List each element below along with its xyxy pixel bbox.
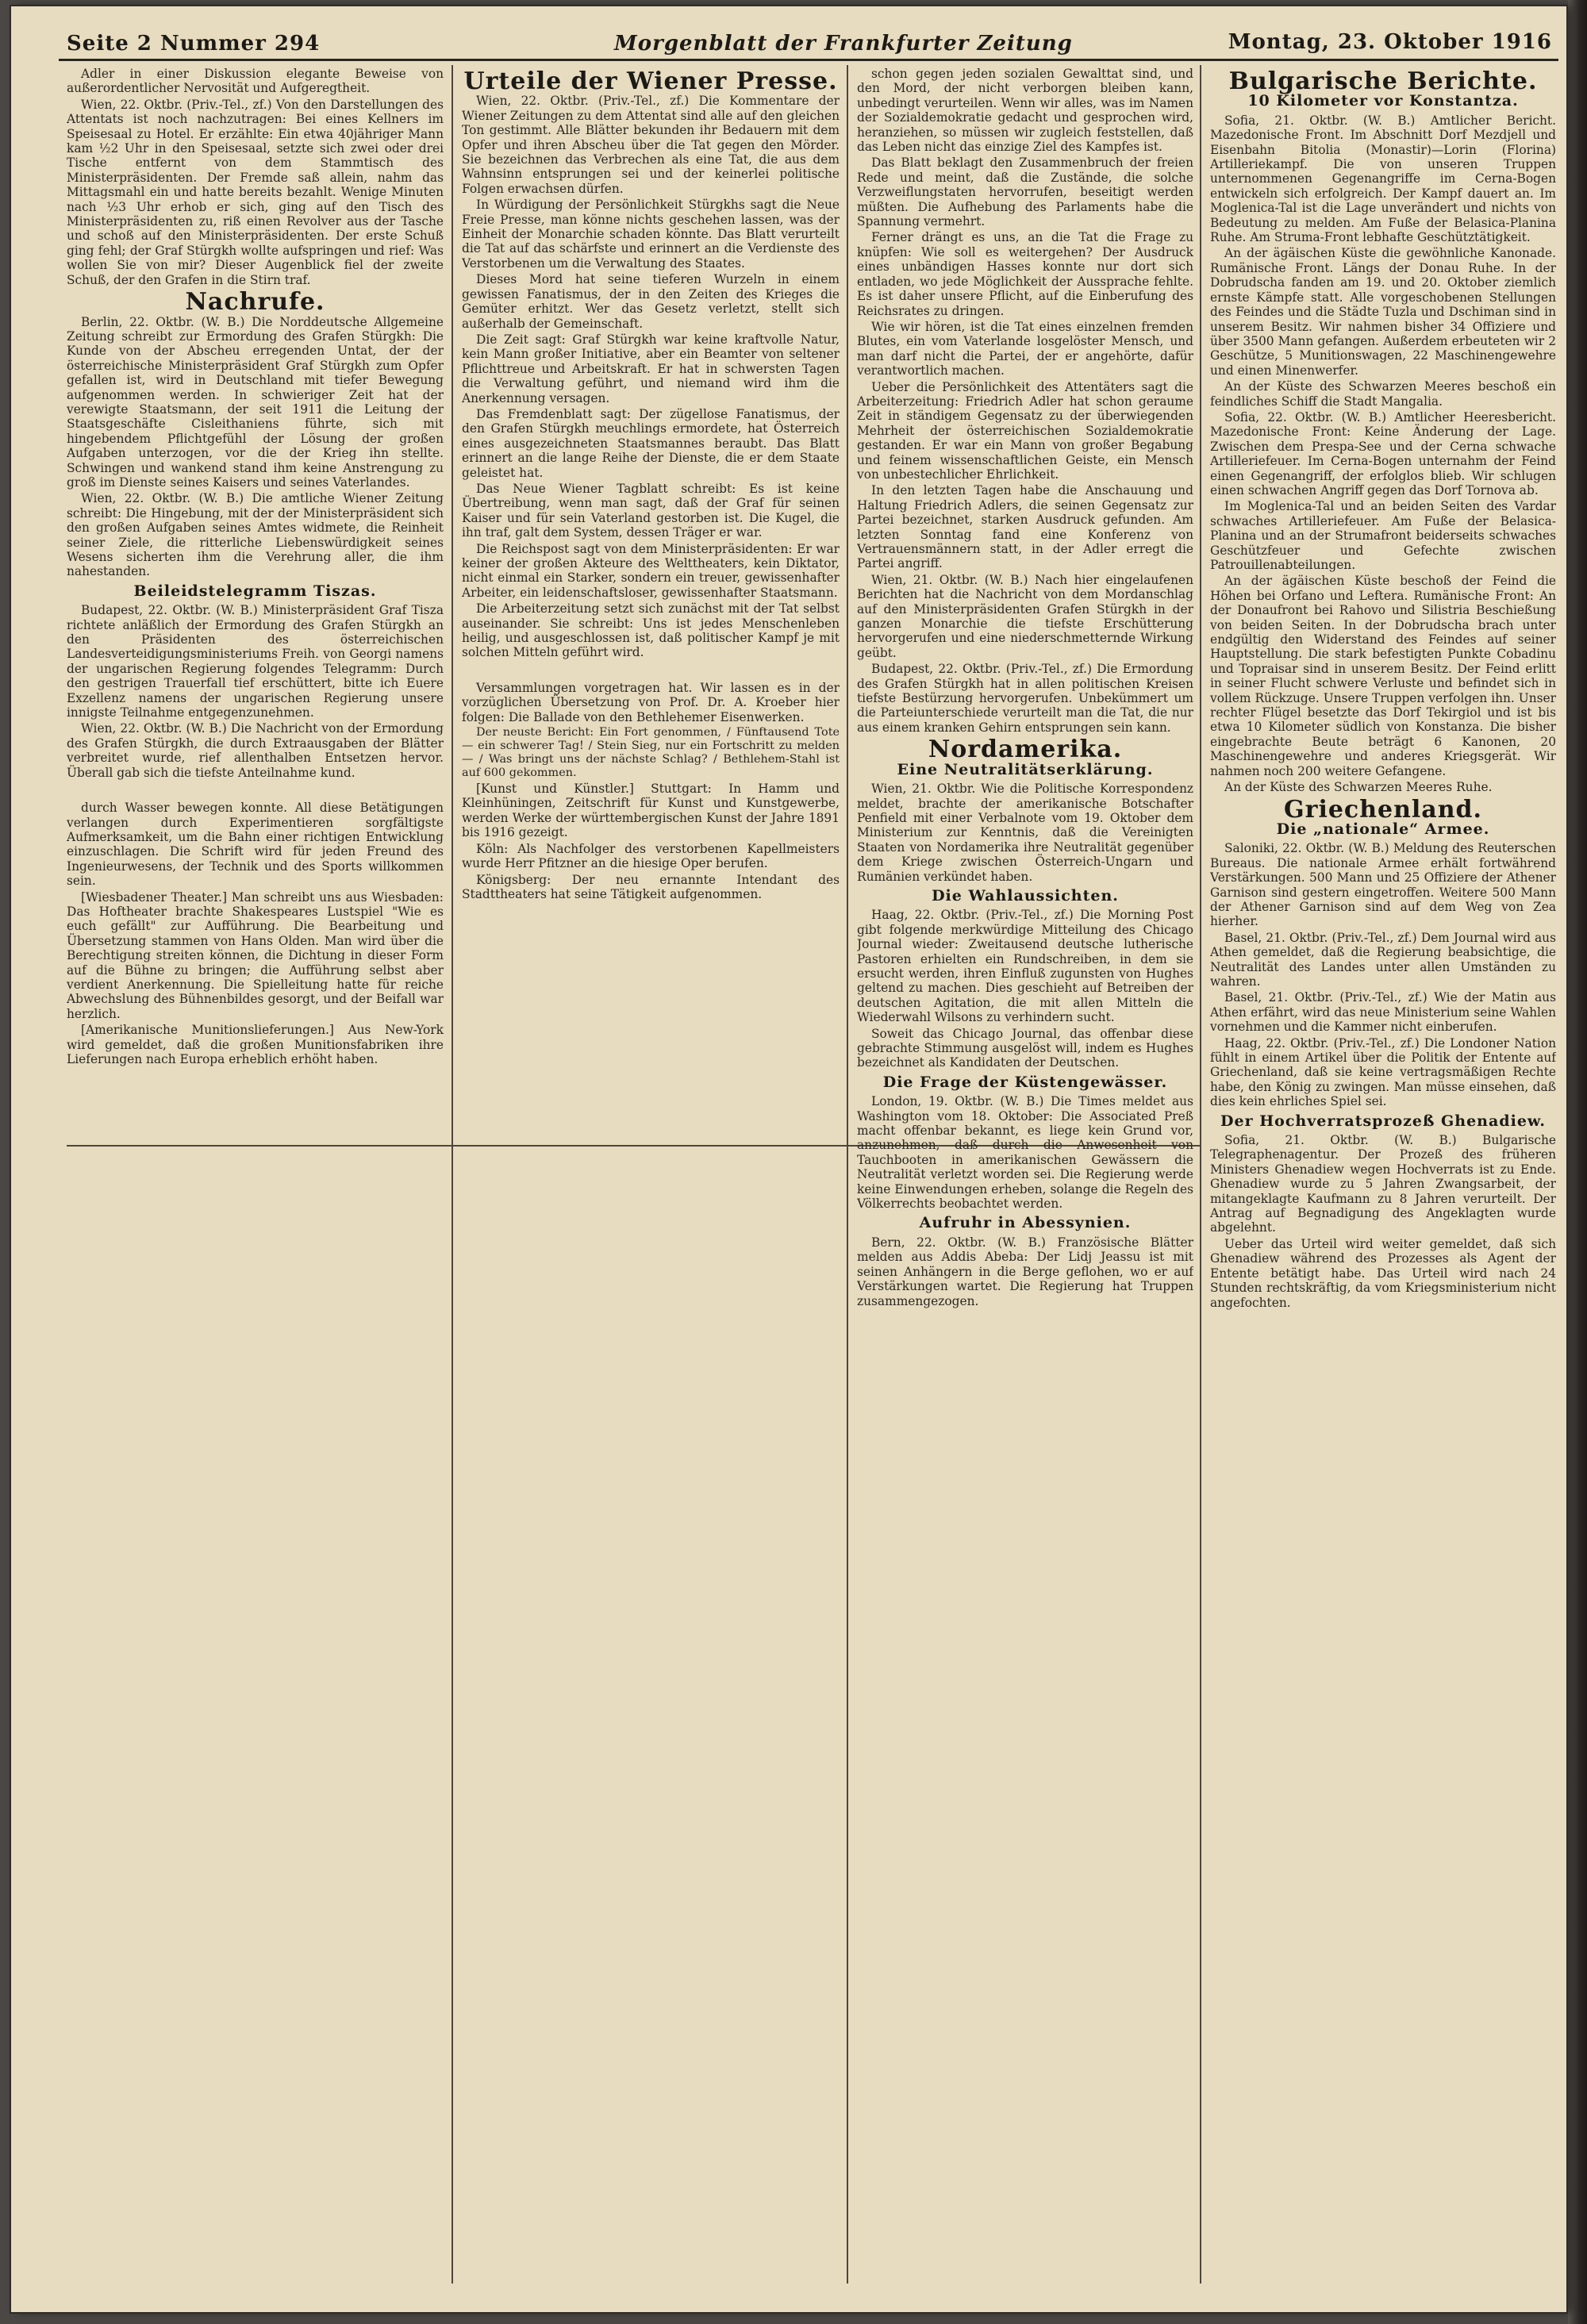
article-text: Soweit das Chicago Journal, das offenbar diese gebrachte Stimmung ausgelöst will, indem es Hughes bezeichnet als Kandidaten der Deutschen. (857, 1026, 1193, 1070)
feuilleton-text: [Kunst und Künstler.] Stuttgart: In Hamm und Kleinhüningen, Zeitschrift für Kunst und Kunstgewerbe, werden Werke der württembergischen Kunst der Jahre 1891 bis 1916 gezeigt. (462, 782, 840, 840)
feuilleton-text: [Wiesbadener Theater.] Man schreibt uns aus Wiesbaden: Das Hoftheater brachte Shakespeares Lustspiel "Wie es euch gefällt" zur Aufführung. Die Bearbeitung und Übersetzung stammen von Hans Olden. Man wird über die Berechtigung streiten können, die Dichtung in dieser Form auf die Bühne zu bringen; die Aufführung selbst aber verdient Anerkennung. Die Spielleitung hatte für reiche Abwechslung des Bühnenbildes gesorgt, und der Beifall war herzlich. (67, 889, 444, 1021)
feuilleton-text: Köln: Als Nachfolger des verstorbenen Kapellmeisters wurde Herr Pfitzner an die hiesige Oper berufen. (462, 841, 840, 871)
column-divider (847, 65, 848, 2284)
spacer (67, 782, 444, 801)
column-2 (462, 67, 840, 2280)
article-text: Berlin, 22. Oktbr. (W. B.) Die Norddeutsche Allgemeine Zeitung schreibt zur Ermordung des Grafen Stürgkh: Die Kunde von der Abscheu erregenden Untat, der der österreichische Ministerpräsident Graf Stürgkh zum Opfer gefallen ist, wird in Deutschland mit tiefer Bewegung aufgenommen werden. In schwieriger Zeit hat der verewigte Staatsmann, der seit 1911 die Leitung der Staatsgeschäfte Cisleithaniens führte, sich mit hingebendem Pflichtgefühl der Lösung der großen Aufgaben unterzogen, vor die der Krieg ihn stellte. Schwingen und wankend stand ihm keine Anstrengung zu groß im Dienste seines Kaisers und seines Vaterlandes. (67, 314, 444, 490)
feuilleton-text: durch Wasser bewegen konnte. All diese Betätigungen verlangen durch Experimentieren sorgfältigste Aufmerksamkeit, um die Bahn einer richtigen Entwicklung einzuschlagen. Die Schrift wird für jeden Freund des Ingenieurwesens, der Technik und des Sports willkommen sein. (67, 801, 444, 889)
section-subheading: Beileidstelegramm Tiszas. (133, 582, 377, 600)
issue-date: Montag, 23. Oktober 1916 (1228, 30, 1552, 54)
article-text: Wien, 22. Oktbr. (Priv.-Tel., zf.) Von den Darstellungen des Attentats ist noch nachzutragen: Bei eines Kellners im Speisesaal zu Hotel. Er erzählte: Ein etwa 40jähriger Mann kam ½2 Uhr in den Speisesaal, setzte sich zwei oder drei Tische entfernt von dem Stammtisch des Ministerpräsidenten. Der Fremde saß allein, nahm das Mittagsmahl ein und hatte bereits bezahlt. Wenige Minuten nach ½3 Uhr erhob er sich, ging auf den Tisch des Ministerpräsidenten zu, riß einen Revolver aus der Tasche und schoß auf den Ministerpräsidenten. Der erste Schuß ging fehl; der Graf Stürgkh wollte aufspringen und rief: Was wollen Sie von mir? Dieser Augenblick fiel der zweite Schuß, der den Grafen in die Stirn traf. (67, 97, 444, 287)
article-text: In Würdigung der Persönlichkeit Stürgkhs sagt die Neue Freie Presse, man könne nichts geschehen lassen, was der Einheit der Monarchie schaden könnte. Das Blatt verurteilt die Tat auf das schärfste und erinnert an die Verdienste des Verstorbenen um die Verwaltung des Staates. (462, 198, 840, 271)
section-heading: Bulgarische Berichte. (1228, 67, 1538, 95)
article-text: In den letzten Tagen habe die Anschauung und Haltung Friedrich Adlers, die seinen Gegensatz zur Partei bezeichnet, starken Ausdruck gefunden. Am letzten Sonntag fand eine Konferenz von Vertrauensmännern statt, in der Adler erregt die Partei angriff. (857, 483, 1193, 571)
article-text: Wien, 21. Oktbr. Wie die Politische Korrespondenz meldet, brachte der amerikanische Botschafter Penfield mit einer Verbalnote vom 19. Oktober dem Ministerium zur Kenntnis, daß die Vereinigten Staaten von Nordamerika ihre Neutralität gegenüber dem Kriege zwischen Österreich-Ungarn und Rumänien verkündet haben. (857, 782, 1193, 884)
section-subheading: Der Hochverratsprozeß Ghenadiew. (1220, 1112, 1546, 1130)
article-text: Haag, 22. Oktbr. (Priv.-Tel., zf.) Die Morning Post gibt folgende merkwürdige Mitteilung des Chicago Journal wieder: Zweitausend deutsche lutherische Pastoren erhielten ein Rundschreiben, in dem sie ersucht werden, ihren Einfluß zugunsten von Hughes geltend zu machen. Dies geschieht auf Betreiben der deutschen Agitation, die mit allen Mitteln die Wiederwahl Wilsons zu verhindern sucht. (857, 908, 1193, 1025)
article-text: Wien, 21. Oktbr. (W. B.) Nach hier eingelaufenen Berichten hat die Nachricht von dem Mordanschlag auf den Ministerpräsidenten Grafen Stürgkh in der ganzen Monarchie die tiefste Erschütterung hervorgerufen und eine niederschmetternde Wirkung geübt. (857, 572, 1193, 660)
page-header (11, 17, 1566, 65)
spacer (462, 662, 840, 681)
article-text: Dieses Mord hat seine tieferen Wurzeln in einem gewissen Fanatismus, der in den Zeiten des Krieges die Gemüter erhitzt. Wer das Gesetz verletzt, stellt sich außerhalb der Gemeinschaft. (462, 272, 840, 331)
article-text: Die Arbeiterzeitung setzt sich zunächst mit der Tat selbst auseinander. Sie schreibt: Uns ist jedes Menschenleben heilig, und ausgeschlossen ist, daß politischer Kampf je mit solchen Mitteln geführt wird. (462, 601, 840, 660)
article-text: Haag, 22. Oktbr. (Priv.-Tel., zf.) Die Londoner Nation fühlt in einem Artikel über die Politik der Entente auf Griechenland, daß sie keine vertragsmäßigen Rechte habe, den König zu zwingen. Man müsse einsehen, daß dies kein ehrliches Spiel sei. (1210, 1035, 1556, 1109)
article-text: Ferner drängt es uns, an die Tat die Frage zu knüpfen: Wie soll es weitergehen? Der Ausdruck eines unbändigen Hasses konnte nur dort sich entladen, wo jede Möglichkeit der Aussprache fehlte. Es ist daher unsere Pflicht, auf die Einberufung des Reichsrates zu dringen. (857, 230, 1193, 318)
article-text: An der ägäischen Küste beschoß der Feind die Höhen bei Orfano und Leftera. Rumänische Front: An der Donaufront bei Rahovo und Silistria Beschießung von beiden Seiten. In der Dobrudscha brach unter endgültig den Widerstand des Feindes auf seiner Hauptstellung. Die stark befestigten Punkte Cobadinu und Topraisar sind in unserem Besitz. Der Feind erlitt in seiner Flucht schwere Verluste und befindet sich in vollem Rückzuge. Unsere Truppen verfolgen ihn. Unser rechter Flügel besetzte das Dorf Tekirgiol und ist bis etwa 10 Kilometer südlich von Konstanza. Die bisher eingebrachte Beute beträgt 6 Kanonen, 20 Maschinengewehre und anderes Kriegsgerät. Wir nahmen noch 200 weitere Gefangene. (1210, 574, 1556, 778)
article-text: Basel, 21. Oktbr. (Priv.-Tel., zf.) Dem Journal wird aus Athen gemeldet, daß die Regierung beabsichtige, die Neutralität des Landes unter allen Umständen zu wahren. (1210, 930, 1556, 989)
article-text: Saloniki, 22. Oktbr. (W. B.) Meldung des Reuterschen Bureaus. Die nationale Armee erhält fortwährend Verstärkungen. 500 Mann und 25 Offiziere der Athener Garnison sind gestern eingetroffen. Weitere 500 Mann der Athener Garnison sind auf dem Weg von Zea hierher. (1210, 841, 1556, 929)
feuilleton-text: Versammlungen vorgetragen hat. Wir lassen es in der vorzüglichen Übersetzung von Prof. Dr. A. Kroeber hier folgen: Die Ballade von den Bethlehemer Eisenwerken. (462, 680, 840, 724)
article-text: An der Küste des Schwarzen Meeres Ruhe. (1224, 780, 1493, 795)
article-text: An der ägäischen Küste die gewöhnliche Kanonade. Rumänische Front. Längs der Donau Ruhe. In der Dobrudscha fanden am 19. und 20. Oktober ziemlich ernste Kämpfe statt. Alle vorgeschobenen Stellungen des Feindes und die Städte Tuzla und Dschiman sind in unserem Besitz. Wir nahmen bisher 34 Offiziere und über 3500 Mann gefangen. Außerdem erbeuteten wir 2 Geschütze, 5 Munitionswagen, 22 Maschinengewehre und einen Minenwerfer. (1210, 246, 1556, 378)
article-text: Das Neue Wiener Tagblatt schreibt: Es ist keine Übertreibung, wenn man sagt, daß der Graf für seinen Kaiser und für sein Vaterland gestorben ist. Die Kugel, die ihn traf, galt dem System, dessen Träger er war. (462, 481, 840, 540)
column-1 (67, 67, 444, 2280)
section-subheading: Die „nationale“ Armee. (1276, 820, 1490, 838)
section-heading: Griechenland. (1284, 795, 1482, 824)
article-text: Sofia, 21. Oktbr. (W. B.) Amtlicher Bericht. Mazedonische Front. Im Abschnitt Dorf Mezdjell und Eisenbahn Bitolia (Monastir)—Lorin (Florina) Artilleriekampf. Die von unseren Truppen unternommenen Gegenangriffe im Cerna-Bogen entwickeln sich erfolgreich. Der Kampf dauert an. Im Moglenica-Tal ist die Lage unverändert und nichts von Bedeutung zu melden. Am Fuße der Belasica-Planina Ruhe. Am Struma-Front lebhafte Geschütztätigkeit. (1210, 113, 1556, 245)
article-text: Ueber die Persönlichkeit des Attentäters sagt die Arbeiterzeitung: Friedrich Adler hat schon geraume Zeit in ständigem Gegensatz zu der überwiegenden Mehrheit der österreichischen Sozialdemokratie gestanden. Er war ein Mann von großer Begabung und feinem wissenschaftlichen Geiste, ein Mensch von unbestechlicher Ehrlichkeit. (857, 379, 1193, 482)
section-subheading: Aufruhr in Abessynien. (919, 1214, 1132, 1232)
newspaper-page (11, 6, 1566, 2312)
feuilleton-text: [Amerikanische Munitionslieferungen.] Aus New-York wird gemeldet, daß die großen Munitionsfabriken ihre Lieferungen nach Europa erheblich erhöht haben. (67, 1023, 444, 1066)
section-heading: Nordamerika. (928, 736, 1123, 764)
section-heading: Nachrufe. (185, 288, 325, 317)
article-text: Wien, 22. Oktbr. (Priv.-Tel., zf.) Die Kommentare der Wiener Zeitungen zu dem Attentat sind alle auf den gleichen Ton gestimmt. Alle Blätter bekunden ihr Bedauern mit dem Opfer und ihren Abscheu über die Tat gegen den Mörder. Sie bezeichnen das Verbrechen als eine Tat, die aus dem Wahnsinn entsprungen sei und der keinerlei politische Folgen erwachsen dürfen. (462, 94, 840, 196)
article-text: Budapest, 22. Oktbr. (Priv.-Tel., zf.) Die Ermordung des Grafen Stürgkh hat in allen politischen Kreisen tiefste Bestürzung hervorgerufen. Unbekümmert um die Parteiunterschiede verurteilt man die Tat, die nur aus einem kranken Gehirn entsprungen sein kann. (857, 662, 1193, 735)
article-text: schon gegen jeden sozialen Gewalttat sind, und den Mord, der nicht verborgen bleiben kann, unbedingt verurteilen. Wenn wir alles, was im Namen der Sozialdemokratie gedacht und gesprochen wird, heranziehen, so müssen wir zugleich feststellen, daß das Leben nicht das einzige Ziel des Kampfes ist. (857, 67, 1193, 155)
article-text: Sofia, 21. Oktbr. (W. B.) Bulgarische Telegraphenagentur. Der Prozeß des früheren Ministers Ghenadiew wegen Hochverrats ist zu Ende. Ghenadiew wurde zu 5 Jahren Zwangsarbeit, der mitangeklagte Kaufmann zu 8 Jahren verurteilt. Der Antrag auf Begnadigung des Angeklagten wurde abgelehnt. (1210, 1133, 1556, 1235)
section-subheading: Die Frage der Küstengewässer. (882, 1073, 1168, 1091)
book-spine-shadow (1568, 0, 1587, 2324)
article-text: An der Küste des Schwarzen Meeres beschoß ein feindliches Schiff die Stadt Mangalia. (1210, 379, 1556, 409)
article-text: Sofia, 22. Oktbr. (W. B.) Amtlicher Heeresbericht. Mazedonische Front: Keine Änderung der Lage. Zwischen dem Prespa-See und der Cerna schwache Artilleriefeuer. Im Cerna-Bogen unternahm der Feind einen Gegenangriff, der erfolglos blieb. Wir schlugen einen schwachen Angriff gegen das Dorf Tornova ab. (1210, 409, 1556, 497)
article-text: Budapest, 22. Oktbr. (W. B.) Ministerpräsident Graf Tisza richtete anläßlich der Ermordung des Grafen Stürgkh an den Präsidenten des österreichischen Landesverteidigungsministeriums Freih. von Georgi namens der ungarischen Regierung folgendes Telegramm: Durch den gestrigen Trauerfall tief erschüttert, bitte ich Euere Exzellenz namens der ungarischen Regierung unsere innigste Teilnahme entgegenzunehmen. (67, 603, 444, 720)
ballad-verse: Der neuste Bericht: Ein Fort genommen, / Fünftausend Tote — ein schwerer Tag! / Stein Sieg, nur ein Fortschritt zu melden — / Was bringt uns der nächste Schlag? / Bethlehem-Stahl ist auf 600 gekommen. (462, 726, 840, 780)
header-rule (59, 59, 1558, 61)
column-divider (452, 65, 453, 2284)
page-number: Seite 2 Nummer 294 (67, 32, 321, 56)
section-subheading: 10 Kilometer vor Konstantza. (1247, 92, 1519, 110)
column-divider (1200, 65, 1201, 2284)
section-heading: Urteile der Wiener Presse. (463, 67, 838, 95)
article-text: Wien, 22. Oktbr. (W. B.) Die amtliche Wiener Zeitung schreibt: Die Hingebung, mit der der Ministerpräsident sich den großen Aufgaben seines Amtes widmete, die Reinheit seiner Ziele, die ritterliche Liebenswürdigkeit seines Wesens sicherten ihm die Verehrung aller, die ihm nahestanden. (67, 491, 444, 579)
article-text: Die Reichspost sagt von dem Ministerpräsidenten: Er war keiner der großen Akteure des Welttheaters, kein Diktator, nicht einmal ein Starker, sondern ein treuer, gewissenhafter Arbeiter, ein leidenschaftsloser, gewissenhafter Staatsmann. (462, 541, 840, 600)
article-text: Im Moglenica-Tal und an beiden Seiten des Vardar schwaches Artilleriefeuer. Am Fuße der Belasica-Planina und an der Strumafront beiderseits schwaches Geschützfeuer und Gefechte zwischen Patrouillenabteilungen. (1210, 499, 1556, 572)
article-text: Die Zeit sagt: Graf Stürgkh war keine kraftvolle Natur, kein Mann großer Initiative, aber ein Beamter von seltener Pflichttreue und Arbeitskraft. Er hat in schwersten Tagen die Verwaltung geführt, und niemand wird ihm die Anerkennung versagen. (462, 332, 840, 405)
article-text: Das Blatt beklagt den Zusammenbruch der freien Rede und meint, daß die Zustände, die solche Verzweiflungstaten hervorrufen, beseitigt werden müßten. Die Aufhebung des Parlaments habe die Spannung vermehrt. (857, 156, 1193, 229)
article-text: London, 19. Oktbr. (W. B.) Die Times meldet aus Washington vom 18. Oktober: Die Associated Preß macht offenbar bekannt, es liege kein Grund vor, anzunehmen, daß durch die Anwesenheit von Tauchbooten in amerikanischen Gewässern die Neutralität verletzt worden sei. Die Regierung werde keine Einwendungen erheben, solange die Regeln des Völkerrechts beobachtet werden. (857, 1094, 1193, 1212)
column-3 (857, 67, 1193, 2280)
masthead-title: Morgenblatt der Frankfurter Zeitung (614, 32, 1073, 56)
feuilleton-text: Königsberg: Der neu ernannte Intendant des Stadttheaters hat seine Tätigkeit aufgenommen. (462, 872, 840, 901)
section-subheading: Eine Neutralitätserklärung. (897, 760, 1154, 778)
article-text: Ueber das Urteil wird weiter gemeldet, daß sich Ghenadiew während des Prozesses als Agent der Entente betätigt habe. Das Urteil wird nach 24 Stunden rechtskräftig, da vom Kriegsministerium nicht angefochten. (1210, 1236, 1556, 1310)
article-text: Adler in einer Diskussion elegante Beweise von außerordentlicher Nervosität und Aufgeregtheit. (67, 67, 444, 96)
section-subheading: Die Wahlaussichten. (932, 886, 1119, 905)
column-4 (1210, 67, 1556, 2280)
article-text: Wien, 22. Oktbr. (W. B.) Die Nachricht von der Ermordung des Grafen Stürgkh, die durch Extraausgaben der Blätter verbreitet wurde, rief allenthalben Entsetzen hervor. Überall gab sich die tiefste Anteilnahme kund. (67, 721, 444, 780)
article-text: Das Fremdenblatt sagt: Der zügellose Fanatismus, der den Grafen Stürgkh meuchlings ermordete, hat Österreich eines ausgezeichneten Staatsmannes beraubt. Das Blatt erinnert an die lange Reihe der Dienste, die er dem Staate geleistet hat. (462, 406, 840, 480)
article-text: Basel, 21. Oktbr. (Priv.-Tel., zf.) Wie der Matin aus Athen erfährt, wird das neue Ministerium seine Wahlen vornehmen und die Kammer nicht einberufen. (1210, 990, 1556, 1035)
article-text: Wie wir hören, ist die Tat eines einzelnen fremden Blutes, ein vom Vaterlande losgelöster Mensch, und man darf nicht die Partei, der er angehörte, dafür verantwortlich machen. (857, 319, 1193, 378)
article-text: Bern, 22. Oktbr. (W. B.) Französische Blätter melden aus Addis Abeba: Der Lidj Jeassu ist mit seinen Anhängern in die Berge geflohen, wo er auf Verstärkungen wartet. Die Regierung hat Truppen zusammengezogen. (857, 1235, 1193, 1308)
